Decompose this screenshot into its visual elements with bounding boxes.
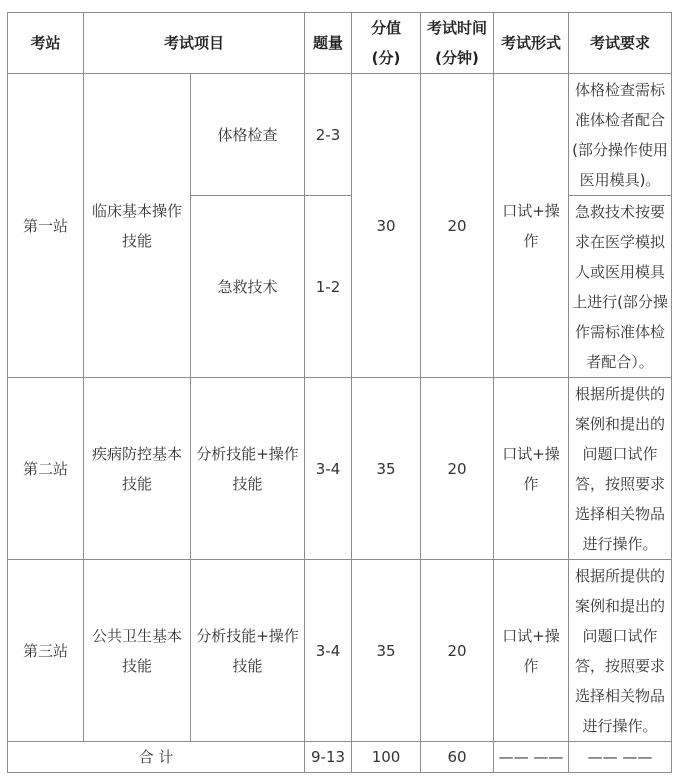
table-row [8, 560, 672, 742]
category-line2: 技能 [121, 656, 152, 675]
category-line2: 技能 [121, 474, 152, 493]
form-line1: 口试+操 [502, 444, 560, 463]
score-cell: 35 [352, 378, 421, 560]
requirement-cell: 根据所提供的案例和提出的问题口试作答，按照要求选择相关物品进行操作。 [569, 560, 672, 742]
total-req: —— —— [569, 742, 672, 773]
subitem-cell [191, 378, 305, 560]
time-cell: 20 [421, 74, 494, 378]
total-count: 9-13 [305, 742, 352, 773]
category-line1: 临床基本操作 [91, 201, 182, 220]
table-row [8, 378, 672, 560]
count-cell: 3-4 [305, 560, 352, 742]
header-time-line2: (分钟) [435, 49, 479, 67]
subitem-cell [191, 560, 305, 742]
station-cell: 第三站 [8, 560, 84, 742]
total-row [8, 742, 672, 773]
form-line1: 口试+操 [502, 626, 560, 645]
exam-table [7, 12, 672, 773]
table-row [8, 74, 672, 196]
count-cell: 1-2 [305, 196, 352, 378]
requirement-cell: 急救技术按要求在医学模拟人或医用模具上进行(部分操作需标准体检者配合）。 [569, 196, 672, 378]
header-item: 考试项目 [84, 13, 305, 74]
header-station: 考站 [8, 13, 84, 74]
form-cell [494, 74, 569, 378]
time-cell: 20 [421, 560, 494, 742]
count-cell: 3-4 [305, 378, 352, 560]
station-cell: 第一站 [8, 74, 84, 378]
form-cell [494, 378, 569, 560]
subitem-line2: 技能 [232, 474, 263, 493]
count-cell: 2-3 [305, 74, 352, 196]
subitem-line2: 技能 [232, 656, 263, 675]
header-score-line2: (分) [371, 49, 401, 67]
header-time-line1: 考试时间 [427, 19, 488, 37]
category-cell [84, 378, 191, 560]
header-count: 题量 [305, 13, 352, 74]
form-line2: 作 [523, 656, 539, 675]
requirement-cell: 体格检查需标准体检者配合(部分操作使用医用模具)。 [569, 74, 672, 196]
subitem-line1: 分析技能+操作 [196, 444, 299, 463]
header-time [421, 13, 494, 74]
category-line1: 疾病防控基本 [91, 444, 182, 463]
form-line2: 作 [523, 231, 539, 250]
form-cell [494, 560, 569, 742]
form-line2: 作 [523, 474, 539, 493]
subitem-cell: 体格检查 [191, 74, 305, 196]
score-cell: 30 [352, 74, 421, 378]
category-line2: 技能 [121, 231, 152, 250]
subitem-cell: 急救技术 [191, 196, 305, 378]
score-cell: 35 [352, 560, 421, 742]
total-form: —— —— [494, 742, 569, 773]
total-time: 60 [421, 742, 494, 773]
category-cell [84, 74, 191, 378]
header-row [8, 13, 672, 74]
category-line1: 公共卫生基本 [91, 626, 182, 645]
header-score [352, 13, 421, 74]
header-form: 考试形式 [494, 13, 569, 74]
requirement-cell: 根据所提供的案例和提出的问题口试作答，按照要求选择相关物品进行操作。 [569, 378, 672, 560]
total-score: 100 [352, 742, 421, 773]
time-cell: 20 [421, 378, 494, 560]
subitem-line1: 分析技能+操作 [196, 626, 299, 645]
header-score-line1: 分值 [371, 19, 402, 37]
total-label: 合 计 [8, 742, 305, 773]
station-cell: 第二站 [8, 378, 84, 560]
category-cell [84, 560, 191, 742]
form-line1: 口试+操 [502, 201, 560, 220]
header-req: 考试要求 [569, 13, 672, 74]
